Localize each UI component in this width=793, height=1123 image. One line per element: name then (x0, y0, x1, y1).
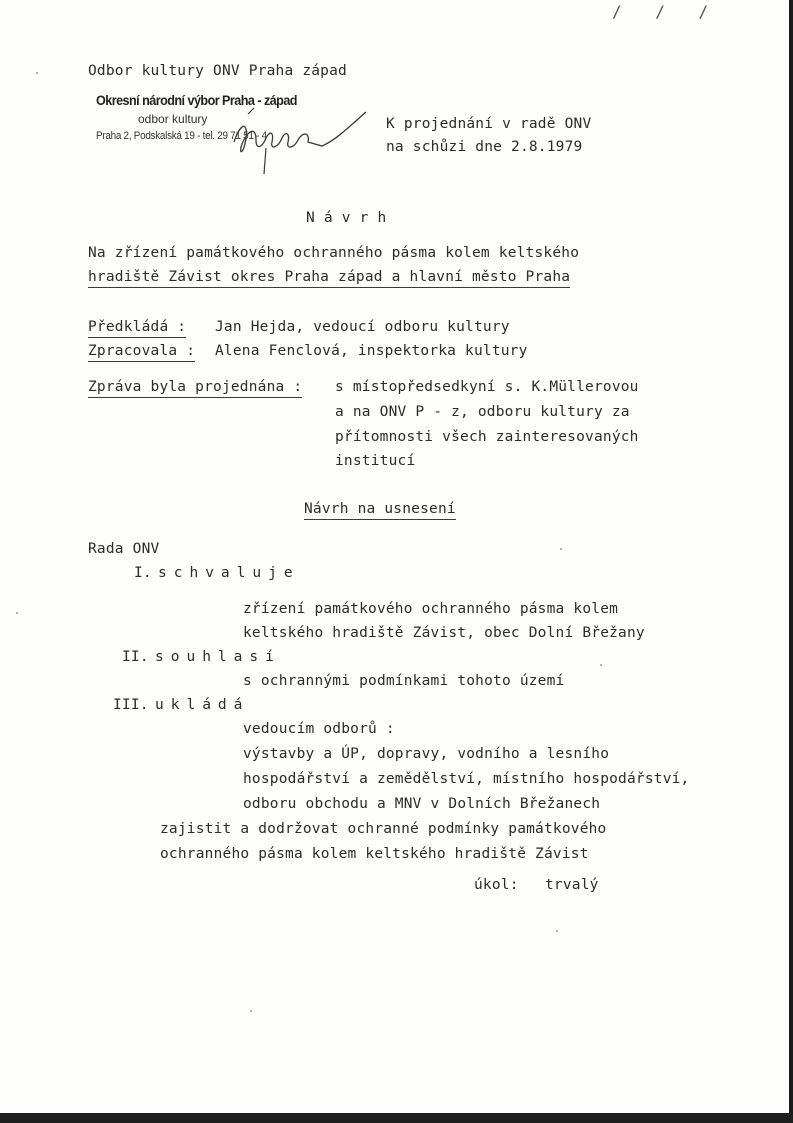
scan-speck (560, 548, 562, 550)
resolution-heading: Návrh na usnesení (304, 500, 456, 520)
document-title: N á v r h (306, 210, 387, 226)
stamp-line-1: Okresní národní výbor Praha - západ (96, 92, 297, 108)
department-line: Odbor kultury ONV Praha západ (88, 63, 347, 79)
item-2-line-1: s ochrannými podmínkami tohoto území (243, 673, 565, 689)
task-line-2: ochranného pásma kolem keltského hradiště Závist (160, 846, 589, 862)
scan-speck (16, 612, 18, 614)
page-ticks: / / / (612, 2, 721, 21)
item-3-line-3: hospodářství a zemědělství, místního hospodářství, (243, 771, 690, 787)
discussed-label: Zpráva byla projednána : (88, 378, 302, 398)
item-1-numeral: I. (134, 565, 152, 581)
scan-speck (556, 930, 558, 932)
agenda-line-2: na schůzi dne 2.8.1979 (386, 139, 583, 155)
item-2-verb: souhlasí (155, 649, 281, 665)
stamp-line-2: odbor kultury (138, 112, 208, 126)
item-1-line-2: keltského hradiště Závist, obec Dolní Břežany (243, 625, 645, 641)
discussed-line-2: a na ONV P - z, odboru kultury za (335, 404, 630, 420)
scan-speck (600, 664, 602, 666)
subject-line-1: Na zřízení památkového ochranného pásma kolem keltského (88, 245, 580, 261)
resolution-intro: Rada ONV (88, 541, 160, 557)
agenda-line-1: K projednání v radě ONV (386, 116, 592, 132)
submits-label: Předkládá : (88, 318, 186, 338)
deadline-label: úkol: (474, 877, 519, 893)
item-2-numeral: II. (122, 649, 149, 665)
item-1-verb: schvaluje (158, 565, 300, 581)
item-3-numeral: III. (113, 697, 149, 713)
scan-speck (36, 72, 38, 74)
item-3-line-1: vedoucím odborů : (243, 721, 395, 737)
discussed-line-4: institucí (335, 453, 416, 469)
item-1-line-1: zřízení památkového ochranného pásma kolem (243, 601, 619, 617)
submits-value: Jan Hejda, vedoucí odboru kultury (215, 319, 510, 335)
scan-speck (250, 1010, 252, 1012)
handwritten-signature (226, 104, 376, 174)
scan-edge-right (789, 0, 793, 1123)
item-3-line-4: odboru obchodu a MNV v Dolních Břežanech (243, 796, 601, 812)
discussed-line-1: s místopředsedkyní s. K.Müllerovou (335, 379, 639, 395)
deadline-value: trvalý (545, 877, 599, 893)
discussed-line-3: přítomnosti všech zainteresovaných (335, 429, 639, 445)
scan-edge-bottom (0, 1113, 793, 1123)
task-line-1: zajistit a dodržovat ochranné podmínky památkového (160, 821, 607, 837)
subject-line-2: hradiště Závist okres Praha západ a hlavní město Praha (88, 268, 570, 288)
prepared-value: Alena Fenclová, inspektorka kultury (215, 343, 528, 359)
item-3-verb: ukládá (155, 697, 250, 713)
stamp-line-3: Praha 2, Podskalská 19 - tel. 29 71 51 - 4 (96, 130, 267, 142)
item-3-line-2: výstavby a ÚP, dopravy, vodního a lesního (243, 746, 610, 762)
prepared-label: Zpracovala : (88, 342, 195, 362)
